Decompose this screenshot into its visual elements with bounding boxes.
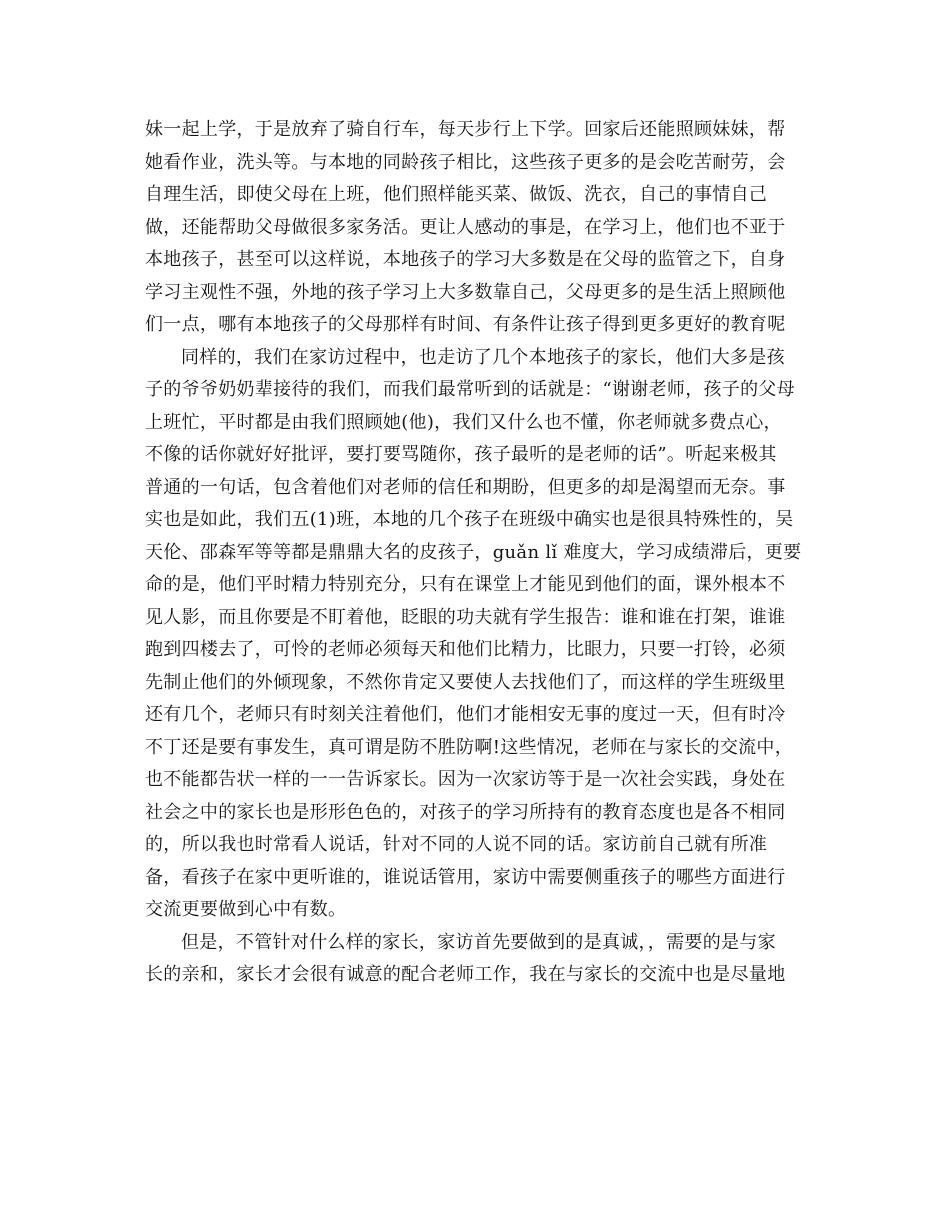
text-line: 子的爷爷奶奶辈接待的我们，而我们最常听到的话就是：“谢谢老师，孩子的父母 bbox=[145, 379, 795, 400]
text-line: 命的是，他们平时精力特别充分，只有在课堂上才能见到他们的面，课外根本不 bbox=[145, 574, 786, 595]
text-line: 妹一起上学，于是放弃了骑自行车，每天步行上下学。回家后还能照顾妹妹，帮 bbox=[145, 119, 786, 140]
text-line: 的，所以我也时常看人说话，针对不同的人说不同的话。家访前自己就有所准 bbox=[145, 834, 768, 855]
text-line: 普通的一句话，包含着他们对老师的信任和期盼，但更多的却是渴望而无奈。事 bbox=[145, 476, 786, 498]
text-line: 不像的话你就好好批评，要打要骂随你，孩子最听的是老师的话”。听起来极其 bbox=[145, 444, 777, 465]
text-line: 社会之中的家长也是形形色色的，对孩子的学习所持有的教育态度也是各不相同 bbox=[145, 801, 786, 823]
text-line: 实也是如此，我们五(1)班，本地的几个孩子在班级中确实也是很具特殊性的，吴 bbox=[145, 509, 794, 530]
text-line: 跑到四楼去了，可怜的老师必须每天和他们比精力，比眼力，只要一打铃，必须 bbox=[145, 639, 786, 660]
text-line: 做，还能帮助父母做很多家务活。更让人感动的事是，在学习上，他们也不亚于 bbox=[145, 216, 786, 238]
paragraph-start-line: 但是，不管针对什么样的家长，家访首先要做到的是真诚，，需要的是与家 bbox=[181, 931, 776, 953]
text-line: 天伦、邵森军等等都是鼎鼎大名的皮孩子，guǎn lǐ 难度大，学习成绩滞后，更要 bbox=[145, 541, 802, 563]
text-line: 上班忙，平时都是由我们照顾她(他)，我们又什么也不懂，你老师就多费点心， bbox=[145, 411, 782, 433]
text-line: 们一点，哪有本地孩子的父母那样有时间、有条件让孩子得到更多更好的教育呢 bbox=[145, 314, 786, 335]
text-line: 学习主观性不强，外地的孩子学习上大多数靠自己，父母更多的是生活上照顾他 bbox=[145, 281, 786, 303]
text-line: 自理生活，即使父母在上班，他们照样能买菜、做饭、洗衣，自己的事情自己 bbox=[145, 184, 768, 205]
paragraph-start-line: 同样的，我们在家访过程中，也走访了几个本地孩子的家长，他们大多是孩 bbox=[181, 346, 785, 368]
text-line: 不丁还是要有事发生，真可谓是防不胜防啊!这些情况，老师在与家长的交流中， bbox=[145, 736, 794, 758]
text-line: 也不能都告状一样的一一告诉家长。因为一次家访等于是一次社会实践，身处在 bbox=[145, 769, 786, 790]
text-line: 备，看孩子在家中更听谁的，谁说话管用，家访中需要侧重孩子的哪些方面进行 bbox=[145, 866, 786, 888]
document-page bbox=[145, 114, 810, 992]
text-line: 还有几个，老师只有时刻关注着他们，他们才能相安无事的度过一天，但有时冷 bbox=[145, 704, 786, 725]
text-line: 见人影，而且你要是不盯着他，眨眼的功夫就有学生报告：谁和谁在打架，谁谁 bbox=[145, 606, 786, 628]
text-line: 她看作业，洗头等。与本地的同龄孩子相比，这些孩子更多的是会吃苦耐劳，会 bbox=[145, 151, 786, 173]
text-line: 交流更要做到心中有数。 bbox=[145, 899, 347, 920]
text-line: 本地孩子，甚至可以这样说，本地孩子的学习大多数是在父母的监管之下，自身 bbox=[145, 249, 786, 270]
text-line: 先制止他们的外倾现象，不然你肯定又要使人去找他们了，而这样的学生班级里 bbox=[145, 671, 786, 693]
text-line: 长的亲和，家长才会很有诚意的配合老师工作，我在与家长的交流中也是尽量地 bbox=[145, 964, 786, 985]
